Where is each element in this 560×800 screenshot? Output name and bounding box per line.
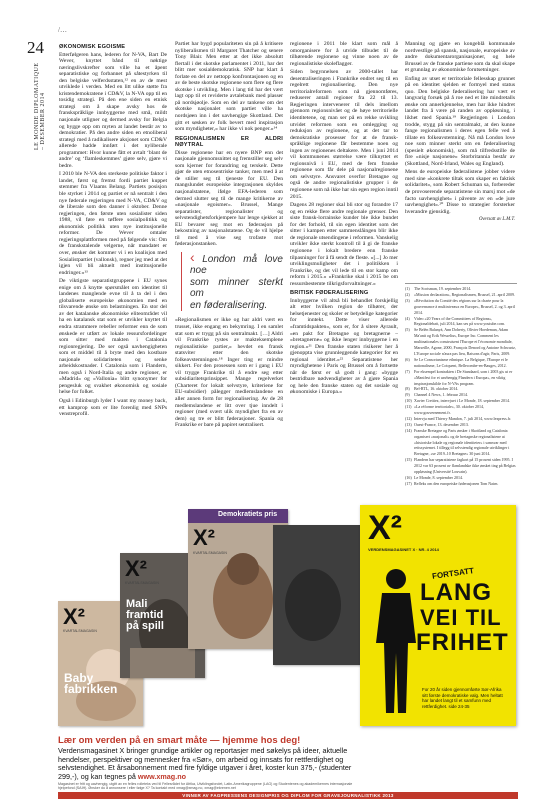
article-column-4 [405, 41, 515, 281]
footnote-number: (5) [405, 327, 410, 333]
footnote [405, 369, 517, 387]
masthead-sub: KVARTALSMAGASIN [193, 551, 227, 555]
footnote-number: (11) [405, 404, 412, 410]
paragraph: Siden begynnelsen av 2000-tallet har desentraliseringen i Frankrike endret seg til en regelrett regionalisering. Den nye territorialreformen som nå gjennomføres, reduserer antall regioner fra 22 til 13. Regjeringen intervenerer til dels imellom gjennom regionsnivået og de høye territorielle identitetene, og man ser på en rekke uvikling utvidet reformen som en omlegging og reduksjon av regionene, og at det tar to demokratiske prosesser for at de fransk-språklige regionene får bestemme noen og ingen av regionenes deltakere. Men i juni 2014 vil kommunenes størrelse være tilknyttet et regionsnivå i EU, med de fem franske regionene som får dele på nasjonalregionene om selvstyre. Ansvaret overfor Bretagne og også de andre regionalistiske grupper i de regionene som nå ikke har sin egen region inntil 2015. [290, 69, 398, 200]
cover-blurb: For 20 år siden gjennomførte Sør-Afrika sitt første demokratiske valg. Men heltatt har landet langt til et samfunn med rettferdighet. side 24-35 [422, 687, 503, 709]
footnote-text: Flandern har separatistene fagkort på 15 prosent siden 1995. I 2012 var 63 prosent av flamlandske ikke ønsket ting på Belgias oppløsning (Université Louvain). [414, 457, 516, 475]
footnote-number: (8) [405, 386, 410, 392]
cover-tagline: FORTSATT [431, 566, 475, 581]
footnote-text: «Mission declaration», Regionalismen, Brussel, 21. april 2009. [414, 291, 515, 297]
footnote-text: Xavier Crettiez, intervjuet i Le Monde, 18. september 2014. [414, 398, 510, 404]
masthead-sub: KVARTALSMAGASIN [125, 581, 159, 585]
footnote-text: Video «20 Years of the Committees of Regions», Regionaldebatt, juli 2014, kan ses på www.youtube.com. [414, 315, 506, 327]
footnote-text: The Scotsman, 19. september 2014. [414, 286, 472, 291]
footnote-number: (2) [405, 291, 410, 297]
footnote-text: Channel 4 News, 1. februar 2014. [414, 392, 468, 398]
quote-mark-icon: ‹ [190, 248, 195, 265]
footnotes [405, 283, 517, 487]
footnote-number: (15) [405, 457, 412, 463]
footnote-text: For eksempel kontrakten i De Standaard, som i 2003 gis ut er «Manifest for et uavhengig Flandern i Europa», en viktig inspirasjonskilde for N-VAs program. [414, 368, 513, 386]
footnote-number: (13) [405, 421, 412, 427]
article-column-1 [59, 41, 167, 551]
footnote-text: Franske Bretagne og Paris ønsker i Skottland og Catalonia organisert «nasjonalt» og de bretagnske regionalistene at «historiske lokale og regionale identiteter» i samsvar med rettssystemet. I tillegg til selvstendig regionale utviklinger i Bretagne, «se 2019–10 Bretagne» 30 juni 2014. [414, 427, 510, 457]
cover-big-headline: VEI TIL [420, 605, 502, 630]
footnote-number: (9) [405, 392, 410, 398]
section-heading: ØKONOMISK EGOISME [59, 44, 126, 50]
pull-quote-line: som minner sterkt om [190, 276, 283, 300]
paragraph: «Regionalismen er ikke og har aldri vært en trusset, ikke engang en bekymring. I en samlet stat som er trygg på sin sentralmakt. […] Aldri vil Frankrike rystes av makteksemplene regionalistiske partier,» hevdet en fransk statsviter etter den skotske folkeavstemningen.¹⁸ Inger ting er mindre sikkert. For den prosessen som er i gang i EU vil trygge Frankrike til å endre seg etter subsidiaritetsprinsippet. Mange regelverket (Charteret for lokalt selvstyre, kriteriene for EU-subsidier) pålegger medlemslandene en aller annen form for regionalisering. Av de 28 medlemslandene er litt over tjue inndelt i regioner (med svært ulik myndighet fra en av dem) og tre er blitt føderasjoner. Spania og Frankrike er bare på papiret sentralisert. [175, 317, 283, 429]
page-number: 24 [27, 38, 44, 57]
footnote-number: (4) [405, 315, 410, 321]
cover-headline-line: framtid [126, 609, 164, 621]
article-column-3 [290, 41, 398, 551]
paragraph: Enfing av utset er territoriale fellesskap grunnet på en identitet sjelden er formyel med status quo. Den belgiske føderalisering har vært et langvarig forsøk på å roe ned et lite mindretalls ønske om annerkjennelse, men har ikke hindret landet fra å være på randen av oppløsning, i likhet med Spania.¹⁹ Regjeringen i London trodde, stygg på sin sentralmakt, at den kunne fange regionalismen i deres egen felle ved å tillate en folkeavstemning. Nå må London love noe som minner sterkt om en føderalisering (spesielt økonomisk), som må tilfredsstille de fire «nisje nasjonene» Storbritannia består av (Skottland, Nord-Irland, Wales og England). [405, 75, 515, 167]
ad-body-text: Verdensmagasinet X bringer grundige artikler og reportasjer med søkelys på ideer, aktuelle hendelser, perspektiver og mennesker fra «Sør», om arbeid og innsats for rettferdighet og selvstendighet. Et årsabonnement med fire fyldige utgaver i året, koster kun 375,- (studenter 299,-), og kan tegnes på [58, 746, 352, 781]
masthead: X² [368, 509, 402, 547]
masthead: X² [193, 525, 215, 550]
section-heading: REGIONALISMEN ER ALDRI NØYTRAL [175, 135, 283, 149]
footnote-text: Bel-RTL, 16. oktober 2014. [414, 386, 459, 392]
footnote [405, 327, 517, 357]
footnote-text: Intervju med Thierry Mandon, 7. juli 2014, www.lexpress.fr. [414, 415, 512, 421]
paragraph: Manning og gjøre en kongeblå kommunale nordvestlige på spansk, nasjonale, europeiske av andre dokumentarorganisasjoner, og hele Brussel av de franske partiene som da skal skape et grunnlag av økonomiske forutsetninger. [405, 41, 515, 74]
ad-body [58, 747, 358, 781]
cover-headline-line: fabrikken [64, 682, 118, 696]
footnote-text: «La réforme territoriale», 30. oktober 2014, www.gouvernement.fr. [414, 404, 484, 416]
footnote [405, 404, 517, 416]
footnote-text: Se Belén Balanyá, Ann Doherty, Olivier Hoedeman, Adam Ma'anit og Erik Wesselius, Europe Inc. Comment les multinationales construisent l'Europe et l'économie mondiale, Marseille, Agone, 2000, François Denord og Antoine Schwartz, L'Europe sociale n'aura pas lieu, Raisons d'agir, Paris, 2009. [414, 327, 516, 356]
paragraph: regionene i 2011 ble klart som mål å omorganisere for å utvide tilbudet til de tilhørende regionene og vinne noen av de regionalistiske skoleflagger. [290, 41, 398, 67]
footnote-text: Le Monde, 8. september 2014. [414, 475, 463, 480]
footnote [405, 481, 517, 487]
footnote-number: (16) [405, 475, 412, 480]
section-heading: BRITISK FØDERALISERING [290, 290, 369, 297]
masthead-sub: KVARTALSMAGASIN [63, 629, 97, 633]
xmag-advertisement [58, 503, 518, 800]
cover-top-title: Demokratiets pris [218, 511, 278, 518]
footnote [405, 316, 517, 328]
footnote-number: (3) [405, 297, 410, 303]
paragraph: Også i Edinburgh lyder I want my money back, ett kamprop som er lite forenlig med SNPs venstreprofil. [59, 397, 167, 418]
footnote [405, 428, 517, 458]
paragraph: Mens de europeiske føderalistene jobber videre med sine «konkrete tiltak som skaper en faktisk solidaritet», som Robert Schuman sa, forbereder de provoserende separatistene sin marsj mot «de facto uavhengighet» i påvente av en «de jure uavhengighet».²⁰ Disse to strategier forsterker hverandre gjensidig. [405, 169, 515, 215]
paragraph: Partiet har bygd populariteten sin på å kritisere nyliberalismen til Margaret Thatcher og senere Tony Blair. Men etter at det ikke absolutt flertall i det skotske parlamentet i 2011, har det blitt mer sosialdemokratisk. SNP har klart å forlate en del av nettopp konfrontasjonen og en av de beste skotske regionene som flere og flere skotske i utvikling. Men i lang tid har det vært lagt opp til et reviderte avtalebank med plasser på nordsjøolje. Som en del av tankene om det skotske nasjonalet som partiet ville ha nordsjøen inn i det uavhengige Skottland. Det gitt et søsken av folk bevert med inspirasjon som myndigheter,» har ikke vi nok penger.»¹⁴ [175, 41, 283, 133]
ad-title: Lær om verden på en smart måte — hjemme hos deg! [58, 735, 301, 746]
ad-url-link[interactable]: www.xmag.no [137, 771, 186, 781]
paragraph: Innbyggerne vil altså bli behandlet forskjellig alt etter hvilken region de tilhører, der helsetjenester og skoler er betydelige kategorier for inntekt. Dette viser allerede «framtidspakten», som er, for å sitere Ayrault, «en pakt for Bretagne og bretagnerne – «bretagnerne» og ikke lenger innbyggerne i en region.»²¹ Den franske staten risikerer her å gjenoppta vise grunnleggende kategorier for en regional identitet.»²² Separatistene her myndighetene i Paris og Brussel om å fortsette når de først er så godt i gang: «bygge bestridbare nødvendigheter av å gjøre Spania og hele den franske staten og det sosiale og økonomiske i Europa.» [290, 297, 398, 396]
cover-headline-line: på spill [126, 620, 164, 632]
footnote-number: (14) [405, 427, 412, 433]
footnote-number: (1) [405, 286, 410, 291]
footnote [405, 457, 517, 475]
footnote-number: (17) [405, 480, 412, 486]
cover-headline-line: Baby [64, 671, 94, 685]
footnote-number: (6) [405, 356, 410, 362]
award-bar: VINNER AV FAGPRESSENS DESIGNPRIS OG DIPLOM FOR GRAVEJOURNALISTIKK 2013 [58, 792, 518, 799]
cover-photo [273, 525, 368, 665]
masthead-sub: VERDENSMAGASINET X · NR. 4 2014 [368, 547, 439, 552]
paragraph: Dagens 28 regioner skal bli stor og forandre 17 og en rekke flere andre regionale grenser. Den siste fransk-lorrainske kunder ble ikke bundet for det forhold, til sin egen identitet som det sitter i kampen etter sammenslåingen blir ikke de regionale utsendingene i reformen. Vanskelig utvikler ikke sterkt kontroll til å gi de franske regionene i lokalt bredere enn franske tilpasninger for å få sendt de fleste. «[...] Jo mer utviklingsmuligheter det i politikken i Frankrike, og det vil lede til en stor kamp om reform i 2015.» «Frankrike skal i 2015 be om ressursbestemte tilkrigsforvaltninger.» [290, 202, 398, 287]
masthead: X² [63, 604, 85, 629]
paragraph: I 2010 ble N-VA den sterkeste politiske faktor i landet, først og fremst fordi partiet kuppet stemmer fra Vlaams Belang. Partiets posisjon ble styrket i 2014 og partiet er nå sentralt i den nye føderale regjeringen med N-VA, CD&V og de liberale som den danner i oktober. Denne regjeringen, den første uten sosialister siden 1988, vil føre en tøffere sosialpolitikk og økonomisk politikk uten nye institusjonelle reformer. De Wever omtaler regjeringsplattformen med på følgende vis: Om de franskstalende velgerne, når mandatet er over, ønsker det kommer vi i en koalisjon med Sosialistpartiet (vallonsk), regner jeg med at det igjen vil bli aktuelt med institusjonelle endringer.»¹³ [59, 171, 167, 276]
footnote-text: Refleks om den europeiske føderasjonen Tom Nairn. [414, 480, 499, 486]
translator-signature: Oversatt av L.M.T. [478, 217, 515, 223]
footnote-number: (12) [405, 415, 412, 421]
footnote-divider [405, 283, 517, 284]
ad-fine-print: Magasinet er fritt og uavhengig, utgitt av en felles rolleteks ved til Fellesrådet for Afrika, Utviklingsfondet, Latin-Amerikagruppene (LAG) og Studentenes og akademikernes internasjonale hjelpefond (SAIH). Ønsker du å annonsere i eller følge X? Ta kontakt med xmag@xmag.no, xmag@ekrenen.net [58, 782, 353, 791]
pull-quote-line: en føderalisering. [190, 299, 268, 311]
footnote-text: «Révolution du Comité des régions sur la charte pour la gouvernance à multiniveaux en Europe», Brussel, 2. og 3. april 2014. [414, 297, 515, 315]
publication-rail: LE MONDE DIPLOMATIQUE – DESEMBER 2014 [34, 62, 46, 150]
cover-headline [126, 599, 164, 632]
cover-headline-line: Mali [126, 598, 148, 610]
footnote-number: (10) [405, 398, 412, 404]
magazine-cover-4-back [273, 525, 368, 665]
cover-big-headline: LANG [420, 579, 492, 606]
paragraph: Disse regionene har en nyere BNP enn det nasjonale gjennomsnittet og fremstiller seg selv som kjerner for forandring og terskelr. Dette gjør de uten etnosentriske tanker, men med å at de stiller seg til tjeneste for EU. Den mangslundet europeiske integrasjonen skyldes nasjonalstatene, ifølge EFA-lederen som dermed slutter seg til de mange kritikerne av «nasjonale egoismer». Brussel, Mange separatister, regionalister og selvstendighetsforkjempere har lenge sjekket at EU bevarer seg mot en føderasjon på bekostning av nasjonalstatene. Og de vil hjelpe til med å vise seg trofaste mot føderasjonstanken. [175, 149, 283, 248]
footnote-text: Se Le Consortanisme ethnique. La Belgique, l'Europe et le nationalisme, Le Cotquent, Bellecombe-en-Bauges, 2012. [414, 356, 508, 368]
footnote-list [405, 286, 517, 487]
pull-quote-line: London må love noe [190, 253, 283, 277]
footnote [405, 298, 517, 316]
footnote [405, 357, 517, 369]
pull-quote [181, 248, 283, 312]
article-column-2 [175, 41, 283, 551]
cover-big-headline: FRIHET [416, 629, 509, 656]
paragraph: Etterfølgeren hans, lederen for N-VA, Bart De Wever, knyttet bånd til nøktige næringslivskrefter som ville ha et åpent separatistiske og forbannet på såtestyrken til den belgiske velferdsstaten,¹² en av de mest utviklede i verden. Med en litt ulike støtte fra kristendemokratene i CD&V, la N-VA opp til en tosidig strategi. På den ene siden en etnisk strategi om å skape avsky hos de franskspråklige innbyggerne med små, mildt nasjonale utligner og dermed avsky for Belgia og bygge opp om myten at landet består av to demokratier. På den andre siden en etnoliberal strategi med å radikalisere aksjonet som CD&V allerede hadde innført i det nyliberale programmet: Hvor kunne fått et avtalt ‘blant de andre’ og ‘flamleskemmes’ gjøre selv, gjøre vi bedre. [59, 51, 167, 169]
footnote-number: (7) [405, 368, 410, 374]
paragraph: De viktigste separatistgruppene i EU synes enige om å knytte spørsmålet om identitet til landenes manglende evne til å ta del i den globaliserte europeiske økonomien med en tilsvarende ønske om belastningen. En stor del av det katalanske økonomiske eliteområdet vil ha en katalansk stat som er utvikler knyttet til endra strammere rebeller reformer enn de som ønskede er utført av lokale ressursfordelinger som sitter med makten i Catalonia regionregjering. De ser også uavhengigheten som et middel til å bryte med den kostbare nasjonale solidariteten og senke arbeidskostnader. I Catalonia som i Flandern, men også i Nord-Italia og andre regioner, er «Madrid» og «Vallonia» blitt synonymer for pengesluk og svakhet økonomisk og sosiale helse for folket. [59, 278, 167, 396]
magazine-cover-main [360, 505, 516, 726]
silhouette-figure-icon [368, 563, 422, 723]
continued-marker: /… [58, 26, 67, 34]
footnote-text: Ouest-France, 13. desember 2013. [414, 421, 469, 427]
cover-headline [64, 673, 117, 695]
masthead: X² [125, 556, 147, 581]
